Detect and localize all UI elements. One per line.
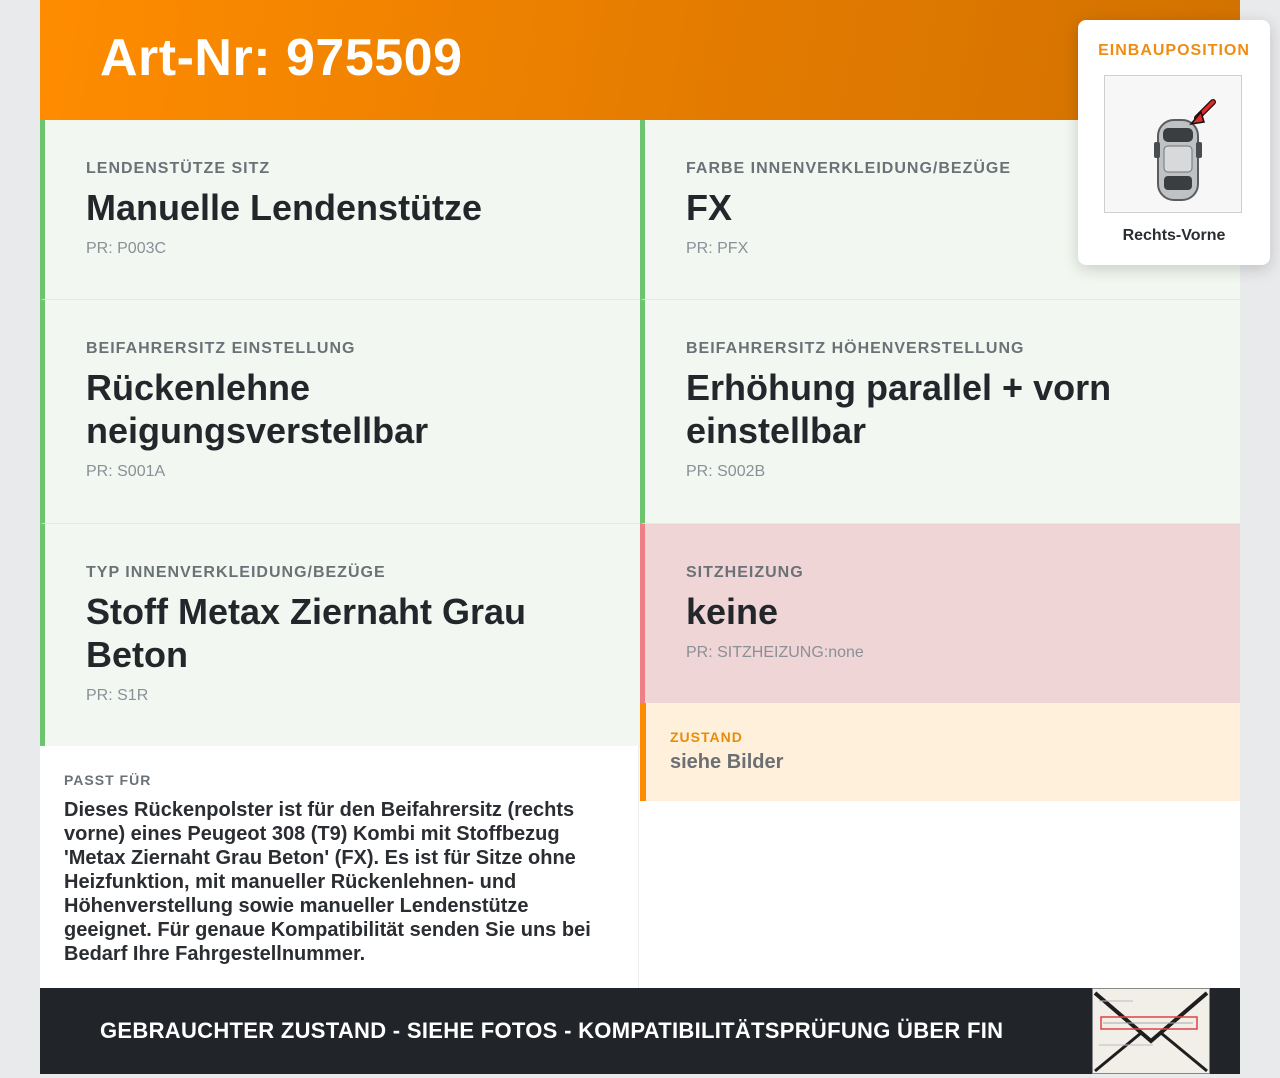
spec-label: BEIFAHRERSITZ HÖHENVERSTELLUNG [686,340,1025,357]
envelope-icon [1093,989,1209,1073]
footer-banner [40,988,1240,1074]
spec-pr-code: PR: S002B [686,463,766,480]
spec-label: SITZHEIZUNG [686,564,804,581]
compatibility-text: Dieses Rückenpolster ist für den Beifahrersitz (rechts vorne) eines Peugeot 308 (T9) Kombi mit Stoffbezug 'Metax Ziernaht Grau Beton' (FX). Es ist für Sitze ohne Heizfunktion, mit manueller Rückenlehnen- und Höhenverstellung sowie manueller Lendenstütze geeignet. Für genaue Kompatibilität senden Sie uns bei Bedarf Ihre Fahrgestellnummer. [64,799,591,965]
spec-lumbar-support [40,120,640,300]
spec-seat-heating [640,524,1240,704]
condition-label: ZUSTAND [670,729,743,745]
spec-pr-code: PR: S1R [86,687,149,704]
spec-label: FARBE INNENVERKLEIDUNG/BEZÜGE [686,160,1012,177]
spec-value: Rückenlehne neigungsverstellbar [86,367,429,451]
mounting-position-caption: Rechts-Vorne [1122,227,1226,244]
article-number-title: Art-Nr: 975509 [100,29,463,87]
footer-notice: GEBRAUCHTER ZUSTAND - SIEHE FOTOS - KOMPATIBILITÄTSPRÜFUNG ÜBER FIN [100,1018,1004,1043]
car-top-view-icon [1105,76,1241,212]
spec-pr-code: PR: SITZHEIZUNG:none [686,644,864,661]
mounting-position-title: EINBAUPOSITION [1098,42,1250,59]
spec-height-adjustment [640,300,1240,524]
spec-pr-code: PR: S001A [86,463,166,480]
condition-value: siehe Bilder [670,751,784,773]
spec-pr-code: PR: PFX [686,240,749,257]
compatibility-label: PASST FÜR [64,772,152,788]
spec-pr-code: PR: P003C [86,240,167,257]
spec-label: BEIFAHRERSITZ EINSTELLUNG [86,340,356,357]
car-position-diagram [1104,75,1242,213]
spec-value: FX [686,187,733,228]
spec-value: Manuelle Lendenstütze [86,187,483,228]
spec-label: LENDENSTÜTZE SITZ [86,160,271,177]
compatibility-section [40,746,639,988]
spec-label: TYP INNENVERKLEIDUNG/BEZÜGE [86,564,386,581]
spec-seat-adjustment [40,300,640,524]
spec-value: keine [686,591,779,632]
spec-trim-type [40,524,640,747]
spec-value: Erhöhung parallel + vorn einstellbar [686,367,1112,451]
condition-box [640,703,1240,801]
spec-value: Stoff Metax Ziernaht Grau Beton [86,591,527,675]
registration-document-thumbnail[interactable] [1092,988,1210,1074]
header-banner [40,0,1240,120]
product-page [40,0,1250,1074]
mounting-position-card [1078,20,1270,265]
